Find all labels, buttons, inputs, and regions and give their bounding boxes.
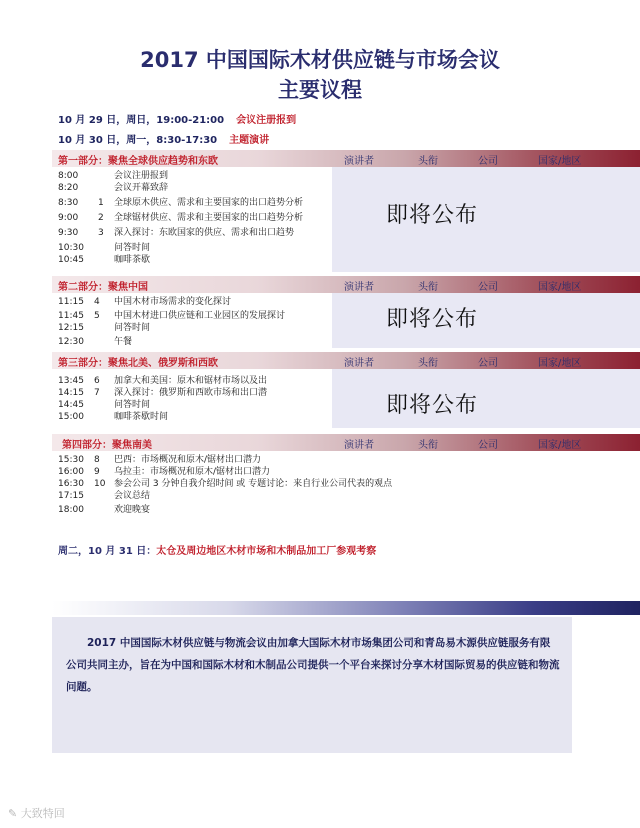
row-desc: 巴西：市场概况和原木/锯材出口潜力 (114, 455, 262, 465)
row-time: 16:30 (58, 479, 84, 489)
row-num: 1 (98, 198, 104, 208)
excursion-date: 周二，10 月 31 日： (58, 546, 157, 557)
header-title: 头衔 (418, 440, 438, 451)
agenda-row (58, 170, 332, 182)
row-time: 8:00 (58, 171, 79, 181)
watermark-icon: ✎ (8, 807, 18, 820)
header-company: 公司 (478, 358, 498, 369)
row-time: 10:45 (58, 255, 84, 265)
decorative-bar (52, 601, 640, 615)
row-desc: 咖啡茶歇 (114, 255, 151, 265)
agenda-row (58, 490, 558, 502)
row-time: 9:30 (58, 228, 79, 238)
date-text: 10 月 29 日，周日，19:00-21:00 (58, 115, 225, 126)
agenda-rows (58, 296, 332, 348)
row-desc: 深入探讨：东欧国家的供应、需求和出口趋势 (114, 228, 295, 238)
agenda-row (58, 254, 332, 266)
section-4 (52, 434, 640, 520)
tba-placeholder: 即将公布 (386, 203, 479, 228)
date-note: 会议注册报到 (236, 115, 297, 126)
row-num: 2 (98, 213, 104, 223)
excursion-note (58, 542, 376, 557)
header-company: 公司 (478, 282, 498, 293)
agenda-row (58, 466, 558, 478)
row-time: 15:00 (58, 412, 84, 422)
agenda-row (58, 411, 332, 423)
agenda-rows (58, 170, 332, 266)
header-speaker: 演讲者 (344, 358, 374, 369)
row-desc: 中国木材市场需求的变化探讨 (114, 297, 232, 307)
agenda-row (58, 182, 332, 194)
row-desc: 问答时间 (114, 400, 151, 410)
row-desc: 欢迎晚宴 (114, 505, 151, 515)
row-desc: 参会公司 3 分钟自我介绍时间 或 专题讨论：来自行业公司代表的观点 (114, 479, 393, 489)
agenda-row (58, 399, 332, 411)
row-time: 14:45 (58, 400, 84, 410)
section-2 (52, 276, 640, 348)
watermark-text: 大致特回 (20, 807, 65, 820)
agenda-row (58, 310, 332, 322)
row-desc: 乌拉圭：市场概况和原木/锯材出口潜力 (114, 467, 271, 477)
row-time: 13:45 (58, 376, 84, 386)
header-country: 国家/地区 (538, 282, 582, 293)
header-title: 头衔 (418, 282, 438, 293)
date-text: 10 月 30 日，周一，8:30-17:30 (58, 135, 218, 146)
header-company: 公司 (478, 440, 498, 451)
row-time: 11:45 (58, 311, 84, 321)
row-desc: 午餐 (114, 337, 133, 347)
date-row-1 (58, 111, 296, 126)
date-row-2 (58, 131, 269, 146)
row-desc: 问答时间 (114, 243, 151, 253)
row-desc: 会议总结 (114, 491, 151, 501)
agenda-row (58, 375, 332, 387)
description-box (52, 617, 572, 753)
row-time: 8:30 (58, 198, 79, 208)
header-country: 国家/地区 (538, 156, 582, 167)
excursion-text: 太仓及周边地区木材市场和木制品加工厂参观考察 (156, 546, 377, 557)
row-desc: 中国木材进口供应链和工业园区的发展探讨 (114, 311, 286, 321)
row-time: 17:15 (58, 491, 84, 501)
agenda-rows (58, 454, 558, 516)
agenda-row (58, 296, 332, 308)
section-title: 第三部分：聚焦北美、俄罗斯和西欧 (58, 358, 218, 369)
row-time: 16:00 (58, 467, 84, 477)
row-time: 12:30 (58, 337, 84, 347)
row-desc: 会议开幕致辞 (114, 183, 169, 193)
agenda-row (58, 336, 332, 348)
tba-placeholder: 即将公布 (386, 393, 479, 418)
row-desc: 会议注册报到 (114, 171, 169, 181)
header-speaker: 演讲者 (344, 282, 374, 293)
row-time: 14:15 (58, 388, 84, 398)
row-desc: 咖啡茶歇时间 (114, 412, 169, 422)
row-num: 7 (94, 388, 100, 398)
description-text: 2017 中国国际木材供应链与物流会议由加拿大国际木材市场集团公司和青岛易木源供应链服务有限公司共同主办，旨在为中国和国际木材和木制品公司提供一个平台来探讨分享木材国际贸易的供应链和物流问题。 (66, 637, 560, 693)
row-num: 3 (98, 228, 104, 238)
agenda-row (58, 387, 332, 399)
section-1 (52, 150, 640, 272)
row-time: 9:00 (58, 213, 79, 223)
agenda-row (58, 227, 332, 239)
row-desc: 深入探讨：俄罗斯和西欧市场和出口潜 (114, 388, 268, 398)
header-company: 公司 (478, 156, 498, 167)
header-country: 国家/地区 (538, 358, 582, 369)
agenda-row (58, 242, 332, 254)
row-num: 9 (94, 467, 100, 477)
speaker-panel (332, 167, 640, 272)
agenda-row (58, 197, 332, 209)
date-note: 主题演讲 (229, 135, 270, 146)
section-3 (52, 352, 640, 428)
row-num: 10 (94, 479, 106, 489)
page-subtitle: 主要议程 (278, 78, 362, 102)
header-country: 国家/地区 (538, 440, 582, 451)
agenda-row (58, 504, 558, 516)
row-time: 10:30 (58, 243, 84, 253)
speaker-panel (332, 369, 640, 428)
row-desc: 问答时间 (114, 323, 151, 333)
section-title: 第一部分：聚焦全球供应趋势和东欧 (58, 156, 218, 167)
agenda-row (58, 212, 332, 224)
row-desc: 全球原木供应、需求和主要国家的出口趋势分析 (114, 198, 304, 208)
row-time: 11:15 (58, 297, 84, 307)
agenda-row (58, 322, 332, 334)
header-title: 头衔 (418, 156, 438, 167)
speaker-panel (332, 293, 640, 348)
header-speaker: 演讲者 (344, 156, 374, 167)
section-title: 第二部分：聚焦中国 (58, 282, 148, 293)
row-num: 5 (94, 311, 100, 321)
row-desc: 加拿大和美国：原木和锯材市场以及出 (114, 376, 268, 386)
row-num: 4 (94, 297, 100, 307)
section-title: 第四部分：聚焦南美 (62, 440, 152, 451)
agenda-row (58, 478, 558, 490)
row-time: 18:00 (58, 505, 84, 515)
row-time: 12:15 (58, 323, 84, 333)
row-num: 8 (94, 455, 100, 465)
tba-placeholder: 即将公布 (386, 307, 479, 332)
watermark (8, 805, 65, 821)
row-time: 8:20 (58, 183, 79, 193)
header-speaker: 演讲者 (344, 440, 374, 451)
row-desc: 全球锯材供应、需求和主要国家的出口趋势分析 (114, 213, 304, 223)
row-time: 15:30 (58, 455, 84, 465)
page-title: 2017 中国国际木材供应链与市场会议 (140, 48, 500, 72)
agenda-row (58, 454, 558, 466)
agenda-rows (58, 372, 332, 423)
header-title: 头衔 (418, 358, 438, 369)
row-num: 6 (94, 376, 100, 386)
